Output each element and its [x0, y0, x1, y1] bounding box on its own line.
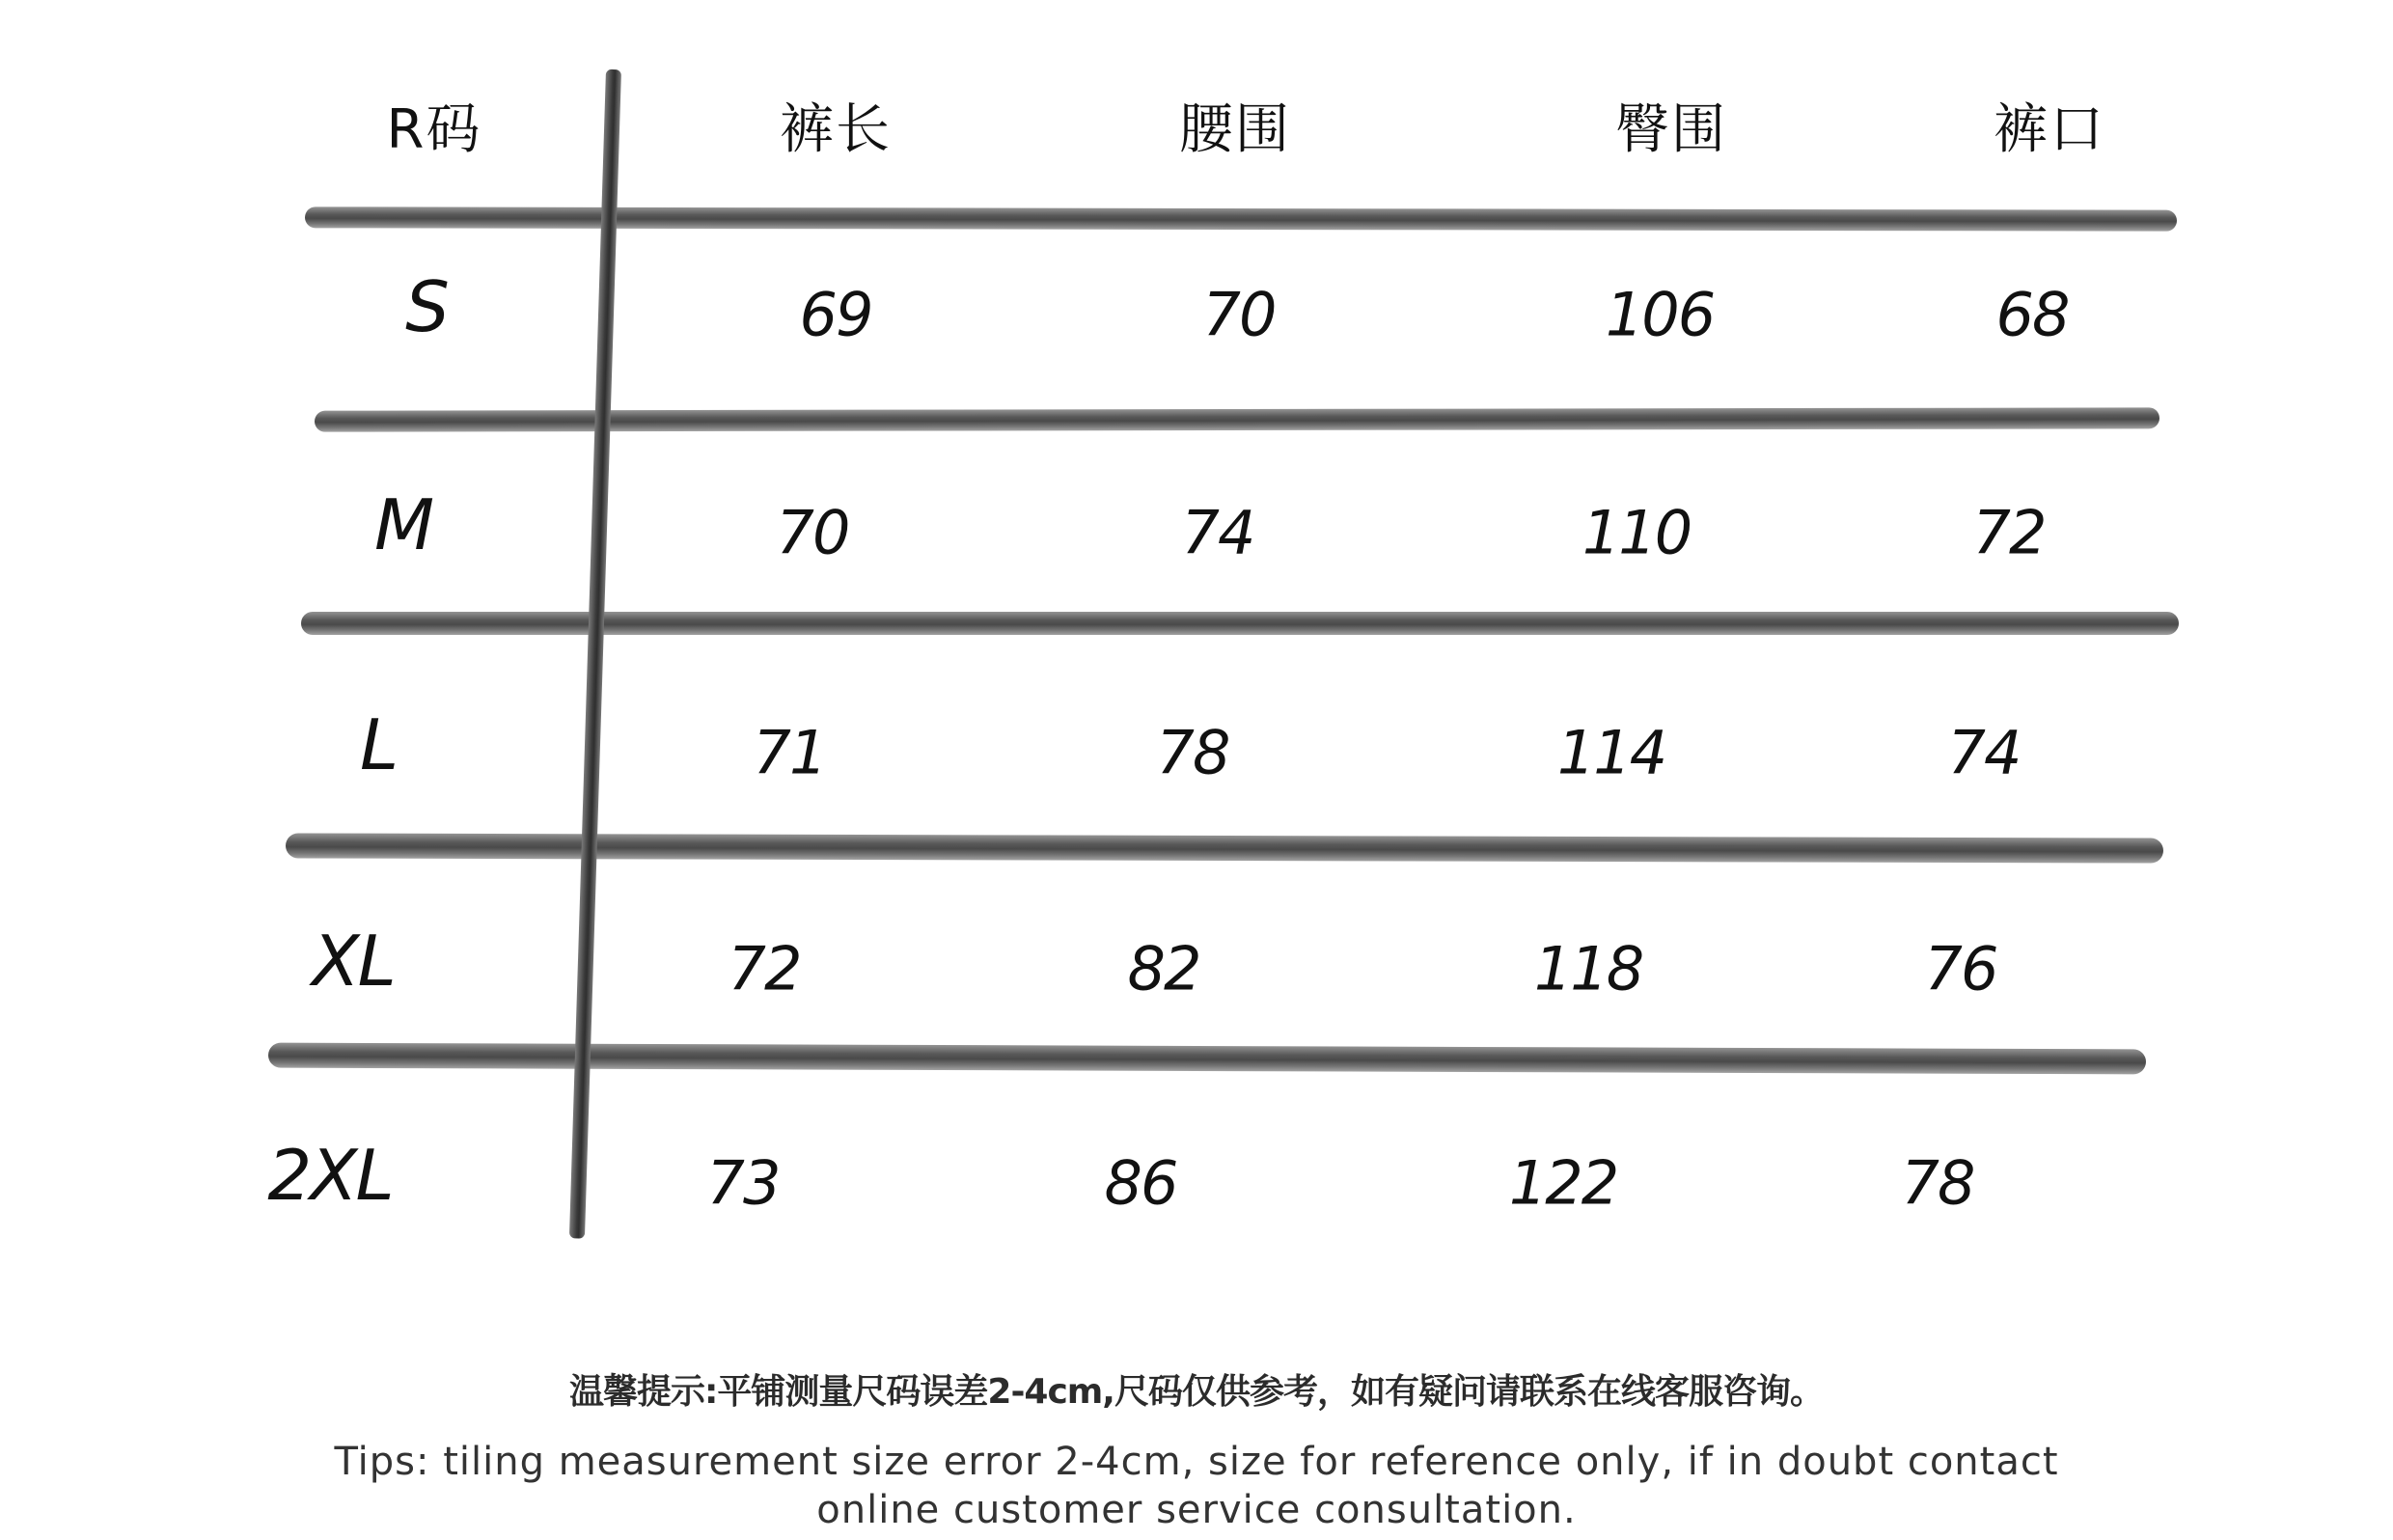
measurement-cell: 72: [728, 933, 801, 1004]
table-divider: [305, 206, 2177, 231]
measurement-cell: 71: [753, 717, 826, 788]
measurement-cell: 72: [1972, 497, 2046, 568]
tips-chinese: 温馨提示:平铺测量尺码误差2-4cm,尺码仅供参考，如有疑问请联系在线客服咨询。: [569, 1372, 1824, 1412]
measurement-cell: 122: [1508, 1147, 1618, 1219]
header-cell: 臀围: [1615, 98, 1727, 161]
header-cell: 裤长: [780, 98, 892, 161]
measurement-cell: 74: [1947, 717, 2021, 788]
table-divider: [286, 833, 2163, 863]
header-cell: 腰围: [1179, 98, 1291, 161]
measurement-cell: 78: [1156, 717, 1229, 788]
table-divider: [301, 612, 2179, 635]
measurement-cell: 68: [1995, 279, 2069, 350]
size-label: 2XL: [267, 1135, 393, 1216]
measurement-cell: 73: [706, 1147, 780, 1219]
table-divider: [315, 407, 2159, 431]
measurement-cell: 110: [1582, 497, 1692, 568]
size-label: S: [405, 266, 448, 347]
size-label: XL: [312, 921, 395, 1002]
tips-english: Tips: tiling measurement size error 2-4cm, size for reference only, if in doubt contact online customer service consultation.: [334, 1440, 2059, 1532]
measurement-cell: 82: [1127, 933, 1200, 1004]
measurement-cell: 114: [1556, 717, 1666, 788]
measurement-cell: 70: [1202, 279, 1276, 350]
measurement-cell: 69: [799, 279, 872, 350]
measurement-cell: 106: [1605, 279, 1715, 350]
measurement-cell: 70: [776, 497, 849, 568]
size-label: L: [359, 704, 398, 785]
measurement-cell: 74: [1181, 497, 1254, 568]
measurement-cell: 76: [1924, 933, 1997, 1004]
size-label: M: [373, 484, 433, 565]
measurement-cell: 78: [1901, 1147, 1974, 1219]
measurement-cell: 86: [1104, 1147, 1177, 1219]
header-cell: 裤口: [1994, 98, 2105, 161]
table-divider: [268, 1043, 2146, 1075]
measurement-cell: 118: [1533, 933, 1643, 1004]
header-cell: R码: [386, 98, 482, 161]
